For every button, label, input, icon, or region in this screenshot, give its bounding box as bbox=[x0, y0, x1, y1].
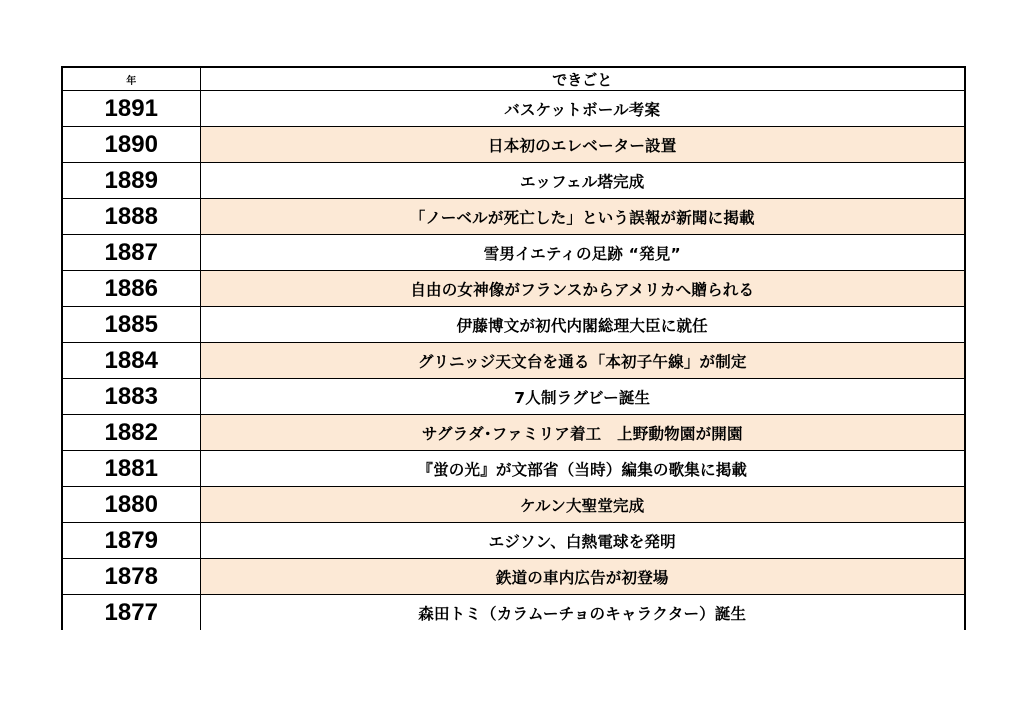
event-cell: エッフェル塔完成 bbox=[200, 163, 965, 199]
table-row bbox=[62, 199, 965, 235]
year-cell: 1885 bbox=[62, 307, 200, 343]
timeline-table bbox=[61, 66, 966, 630]
table-row bbox=[62, 523, 965, 559]
year-cell: 1881 bbox=[62, 451, 200, 487]
table-row bbox=[62, 415, 965, 451]
event-cell: 伊藤博文が初代内閣総理大臣に就任 bbox=[200, 307, 965, 343]
event-cell: 「ノーベルが死亡した」という誤報が新聞に掲載 bbox=[200, 199, 965, 235]
table-row bbox=[62, 127, 965, 163]
event-cell: 雪男イエティの足跡 “発見” bbox=[200, 235, 965, 271]
year-cell: 1879 bbox=[62, 523, 200, 559]
table-row bbox=[62, 91, 965, 127]
year-cell: 1880 bbox=[62, 487, 200, 523]
table-row bbox=[62, 343, 965, 379]
event-cell: グリニッジ天文台を通る「本初子午線」が制定 bbox=[200, 343, 965, 379]
year-cell: 1891 bbox=[62, 91, 200, 127]
year-cell: 1890 bbox=[62, 127, 200, 163]
table-row bbox=[62, 487, 965, 523]
table-row bbox=[62, 595, 965, 631]
event-cell: サグラダ･ファミリア着工 上野動物園が開園 bbox=[200, 415, 965, 451]
table-row bbox=[62, 271, 965, 307]
event-cell: 7人制ラグビー誕生 bbox=[200, 379, 965, 415]
table-row bbox=[62, 559, 965, 595]
year-cell: 1888 bbox=[62, 199, 200, 235]
table-row bbox=[62, 307, 965, 343]
year-cell: 1887 bbox=[62, 235, 200, 271]
event-cell: バスケットボール考案 bbox=[200, 91, 965, 127]
event-column-header: できごと bbox=[200, 67, 965, 91]
year-cell: 1877 bbox=[62, 595, 200, 631]
table-row bbox=[62, 451, 965, 487]
table-row bbox=[62, 379, 965, 415]
event-cell: 自由の女神像がフランスからアメリカへ贈られる bbox=[200, 271, 965, 307]
event-cell: 日本初のエレベーター設置 bbox=[200, 127, 965, 163]
year-column-header: 年 bbox=[62, 67, 200, 91]
event-cell: 森田トミ（カラムーチョのキャラクター）誕生 bbox=[200, 595, 965, 631]
year-cell: 1882 bbox=[62, 415, 200, 451]
table-row bbox=[62, 235, 965, 271]
table-row bbox=[62, 163, 965, 199]
event-cell: エジソン、白熱電球を発明 bbox=[200, 523, 965, 559]
event-cell: ケルン大聖堂完成 bbox=[200, 487, 965, 523]
header-row bbox=[62, 67, 965, 91]
year-cell: 1884 bbox=[62, 343, 200, 379]
year-cell: 1886 bbox=[62, 271, 200, 307]
year-cell: 1883 bbox=[62, 379, 200, 415]
year-cell: 1889 bbox=[62, 163, 200, 199]
event-cell: 鉄道の車内広告が初登場 bbox=[200, 559, 965, 595]
year-cell: 1878 bbox=[62, 559, 200, 595]
event-cell: 『蛍の光』が文部省（当時）編集の歌集に掲載 bbox=[200, 451, 965, 487]
